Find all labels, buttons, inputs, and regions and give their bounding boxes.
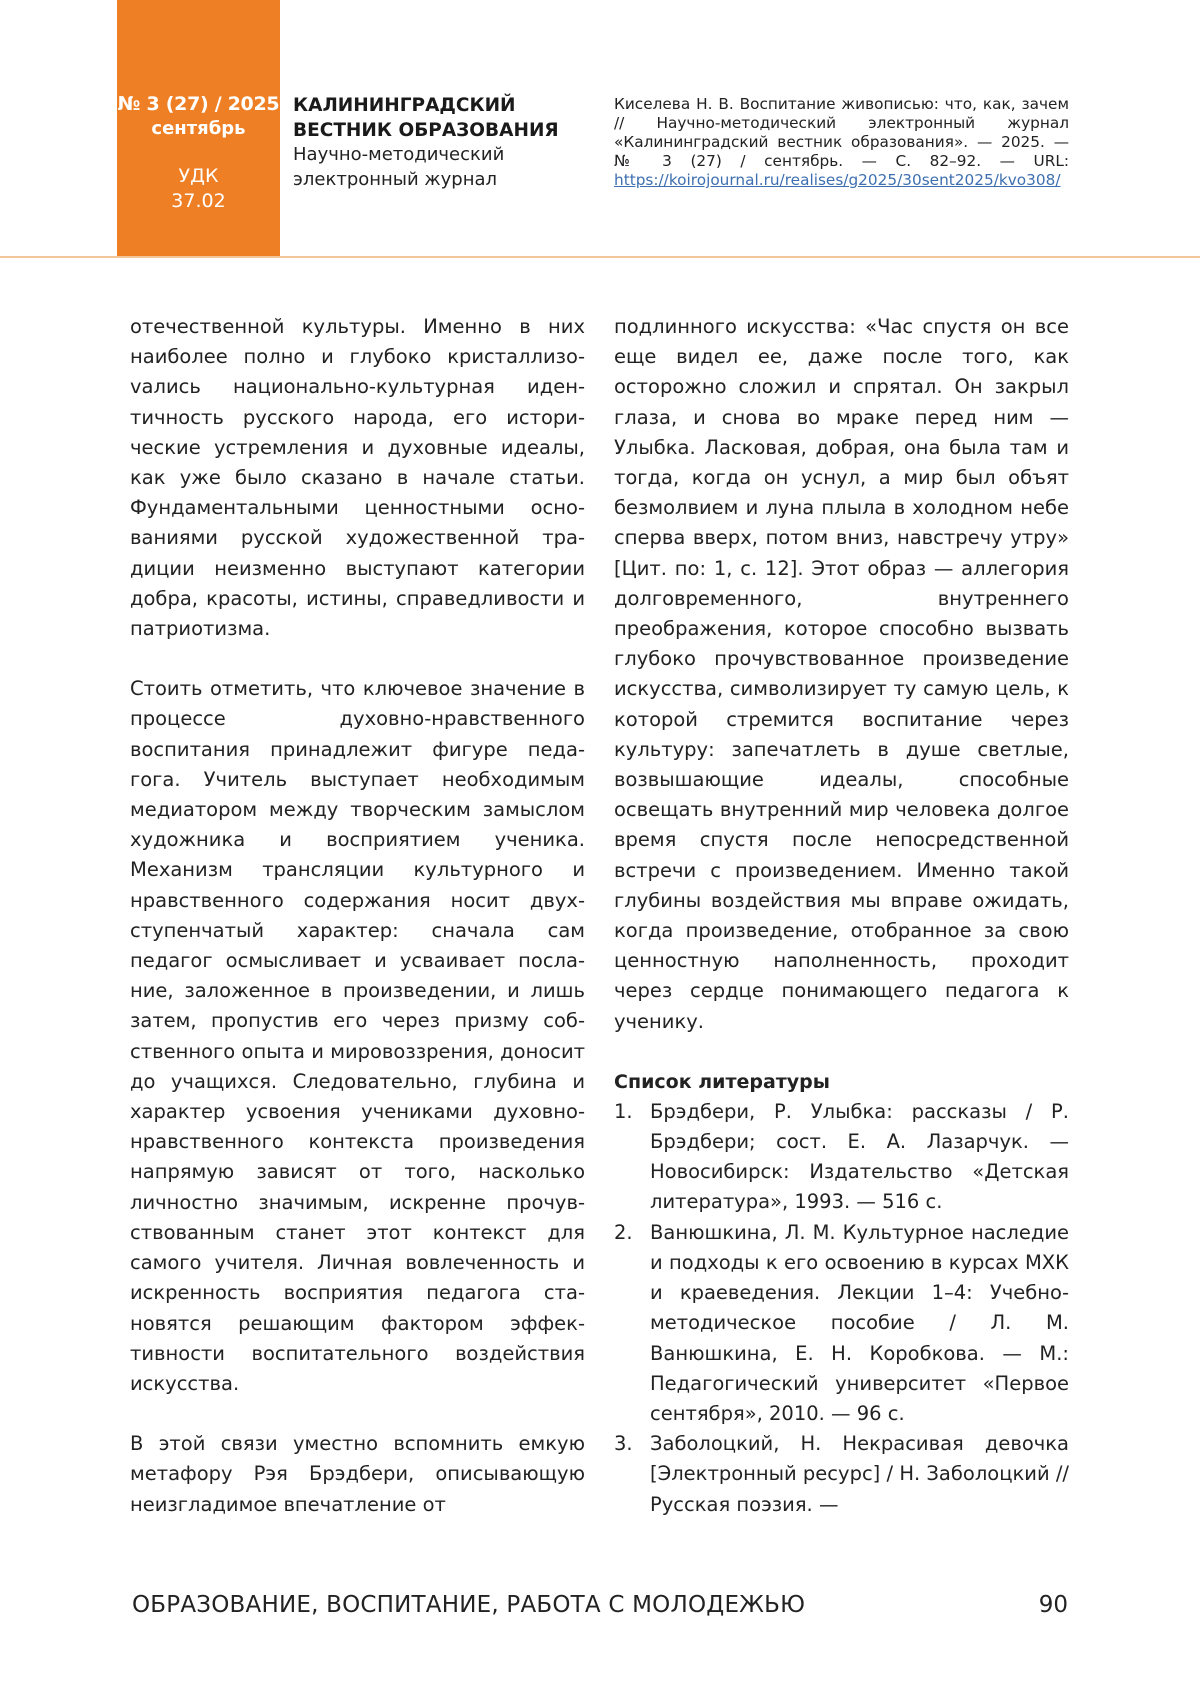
journal-subtitle-line2: электронный журнал	[293, 169, 498, 190]
journal-subtitle	[293, 142, 504, 192]
reference-item	[614, 1097, 1069, 1218]
reference-number: 3.	[614, 1432, 633, 1456]
article-citation	[614, 95, 1069, 190]
reference-item	[614, 1218, 1069, 1429]
journal-title-line2: ВЕСТНИК ОБРАЗОВАНИЯ	[293, 120, 559, 141]
journal-title-line1: КАЛИНИНГРАДСКИЙ	[293, 95, 516, 116]
body-paragraph: подлинного искусства: «Час спустя он все еще видел ее, даже после того, как осторожно сложил и спрятал. Он закрыл глаза, и снова во мраке перед ним — Улыбка. Ласковая, добрая, она была там и тогда, когда он уснул, а мир был объят безмолвием и луна плыла в холодном небе сперва вверх, потом вниз, навстречу утру» [Цит. по: 1, с. 12]. Этот образ — аллегория долговременного, внутреннего преображения, которое способно вызвать глубоко прочувствованное произведение искусства, символизирует ту самую цель, к которой стремится воспитание через культуру: запечатлеть в душе светлые, возвышающие идеалы, способные освещать внутренний мир человека долгое время спустя после непосредственной встречи с произведением. Именно такой глубины воздействия мы вправе ожидать, когда произведение, отобранное за свою ценностную наполненность, проходит через сердце понимающего педагога к ученику.	[614, 315, 1069, 1033]
body-paragraph: В этой связи уместно вспомнить емкую метафору Рэя Брэдбери, описывающую неизгладимое впечатление от	[130, 1432, 585, 1516]
issue-month: сентябрь	[151, 118, 246, 139]
reference-item	[614, 1429, 1069, 1520]
right-column	[614, 312, 1069, 1520]
body-paragraph: отечественной культуры. Именно в них наиболее полно и глубоко кристаллизоvались национально-культурная идентичность русского народа, его исторические устремления и духовные идеалы, как уже было сказано в начале статьи. Фундаментальными ценностными основаниями русской художественной традиции неизменно выступают категории добра, красоты, истины, справедливости и патриотизма.	[130, 315, 585, 641]
udk-label: УДК	[178, 165, 219, 187]
reference-number: 1.	[614, 1099, 633, 1123]
reference-text: Заболоцкий, Н. Некрасивая девочка [Электронный ресурс] / Н. Заболоцкий // Русская поэзия. —	[650, 1432, 1069, 1516]
left-column	[130, 312, 585, 1520]
citation-link[interactable]: https://koirojournal.ru/realises/g2025/30sent2025/kvo308/	[614, 171, 1061, 189]
reference-number: 2.	[614, 1220, 633, 1244]
references-list	[614, 1097, 1069, 1520]
reference-text: Ванюшкина, Л. М. Культурное наследие и подходы к его освоению в курсах МХК и краеведения. Лекции 1–4: Учебно-методическое пособие / Л. М. Ванюшкина, Е. Н. Коробкова. — М.: Педагогический университет «Первое сентября», 2010. — 96 с.	[650, 1220, 1069, 1425]
udk-code: 37.02	[171, 190, 226, 212]
reference-text: Брэдбери, Р. Улыбка: рассказы / Р. Брэдбери; сост. Е. А. Лазарчук. — Новосибирск: Издательство «Детская литература», 1993. — 516 с.	[650, 1099, 1069, 1214]
citation-text: Киселева Н. В. Воспитание живописью: что, как, зачем // Научно-методический электронный журнал «Калининградский вестник образования». — 2025. — № 3 (27) / сентябрь. — С. 82–92. — URL:	[614, 95, 1069, 170]
journal-subtitle-line1: Научно-методический	[293, 144, 505, 165]
footer-section-title: ОБРАЗОВАНИЕ, ВОСПИТАНИЕ, РАБОТА С МОЛОДЕЖЬЮ	[132, 1592, 806, 1618]
header-divider	[0, 256, 1200, 258]
journal-title	[293, 93, 559, 143]
issue-number: № 3 (27) / 2025	[117, 93, 280, 115]
body-paragraph: Стоить отметить, что ключевое значение в процессе духовно-нравственного воспитания принадлежит фигуре педагога. Учитель выступает необходимым медиатором между творческим замыслом художника и восприятием ученика. Механизм трансляции культурного и нравственного содержания носит двухступенчатый характер: сначала сам педагог осмысливает и усваивает послание, заложенное в произведении, и лишь затем, пропустив его через призму собственного опыта и мировоззрения, доносит до учащихся. Следовательно, глубина и характер усвоения учениками духовно-нравственного контекста произведения напрямую зависят от того, насколько личностно значимым, искренне прочувствованным станет этот контекст для самого учителя. Личная вовлеченность и искренность восприятия педагога становятся решающим фактором эффективности воспитательного воздействия искусства.	[130, 677, 585, 1395]
references-heading: Список литературы	[614, 1070, 830, 1093]
page-number: 90	[1038, 1592, 1068, 1618]
issue-info-block	[117, 0, 280, 257]
